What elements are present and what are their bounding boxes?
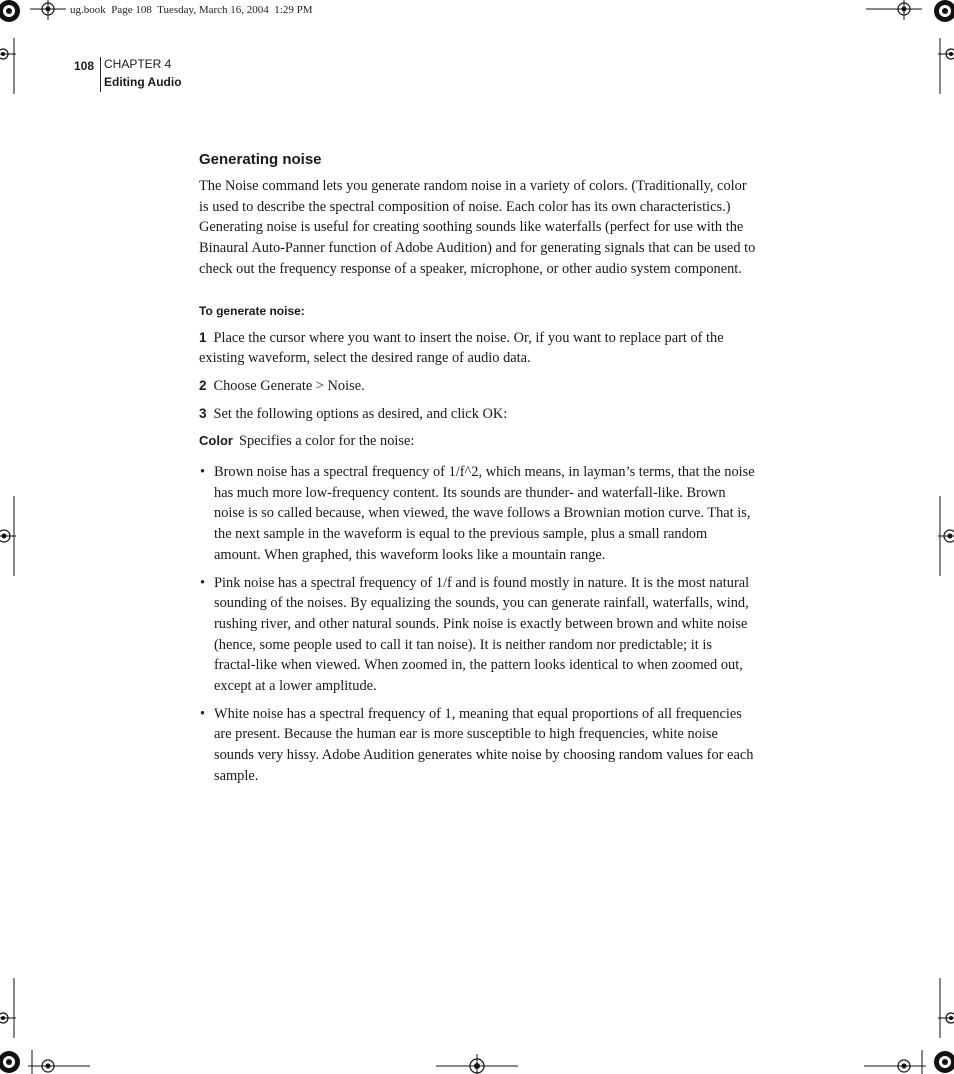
- crop-mark-right-lower-icon: [938, 978, 954, 1038]
- bullet-icon: •: [200, 574, 206, 591]
- step-item: [199, 328, 757, 369]
- header-divider: [100, 57, 101, 92]
- step-text: Set the following options as desired, and click OK:: [213, 405, 508, 422]
- registration-mark-top-left-icon: [30, 0, 66, 20]
- step-item: [199, 376, 757, 397]
- option-text: Specifies a color for the noise:: [238, 433, 415, 450]
- list-item-text: Pink noise has a spectral frequency of 1/f and is found mostly in nature. It is the most natural sounding of the noises. By equalizing the sounds, you can generate rainfall, waterfalls, wind, rushing river, and other natural sounds. Pink noise is exactly between brown and white noise (hence, some people used to call it tan noise). It is neither random nor predictable; it is fractal-like when viewed. When zoomed in, the pattern looks identical to when zoomed out, except at a lower amplitude.: [214, 574, 750, 695]
- list-item: [199, 462, 757, 566]
- step-number: 2: [199, 377, 207, 393]
- registration-mark-right-middle-icon: [938, 496, 954, 576]
- chapter-label: CHAPTER 4: [104, 57, 172, 71]
- list-item-text: White noise has a spectral frequency of 1, meaning that equal proportions of all frequencies are present. Because the human ear is more susceptible to high frequencies, white noise sounds very hissy. Adobe Audition generates white noise by choosing random values for each sample.: [214, 705, 754, 784]
- page-content: [199, 150, 757, 794]
- step-item: [199, 404, 757, 425]
- bullet-icon: •: [200, 705, 206, 722]
- option-color: [199, 431, 757, 452]
- page-number: 108: [74, 59, 95, 73]
- starburst-mark-bottom-right-icon: [932, 1048, 954, 1074]
- registration-mark-top-right-icon: [866, 0, 922, 20]
- section-heading: Generating noise: [199, 151, 322, 168]
- starburst-mark-bottom-left-icon: [0, 1048, 22, 1074]
- list-item: [199, 573, 757, 697]
- registration-mark-left-middle-icon: [0, 496, 16, 576]
- registration-mark-bottom-center-icon: [436, 1050, 518, 1074]
- crop-mark-right-upper-icon: [938, 38, 954, 94]
- step-text: Place the cursor where you want to insert the noise. Or, if you want to replace part of the existing waveform, select the desired range of audio data.: [199, 329, 724, 367]
- registration-mark-bottom-right-icon: [864, 1050, 926, 1074]
- bullet-icon: •: [200, 464, 206, 481]
- registration-mark-bottom-left-icon: [28, 1050, 90, 1074]
- list-item-text: Brown noise has a spectral frequency of 1/f^2, which means, in layman’s terms, that the noise has much more low-frequency content. Its sounds are thunder- and waterfall-like. Brown noise is so called because, when viewed, the wave follows a Brownian motion curve. That is, the next sample in the waveform is equal to the previous sample, plus a small random amount. When graphed, this waveform looks like a mountain range.: [214, 464, 755, 563]
- list-item: [199, 704, 757, 787]
- starburst-mark-top-right-icon: [932, 0, 954, 24]
- printer-slug: ug.book Page 108 Tuesday, March 16, 2004 1:29 PM: [70, 4, 313, 16]
- step-number: 3: [199, 405, 207, 421]
- crop-mark-left-lower-icon: [0, 978, 16, 1038]
- step-number: 1: [199, 329, 207, 345]
- chapter-title: Editing Audio: [104, 75, 182, 89]
- procedure-title: To generate noise:: [199, 303, 305, 318]
- noise-color-list: [199, 462, 757, 787]
- crop-mark-left-upper-icon: [0, 38, 16, 94]
- option-label: Color: [199, 433, 233, 449]
- starburst-mark-top-left-icon: [0, 0, 22, 24]
- step-text: Choose Generate > Noise.: [213, 377, 365, 394]
- intro-paragraph: The Noise command lets you generate random noise in a variety of colors. (Traditionally, color is used to describe the spectral composition of noise. Each color has its own characteristics.) Generating noise is useful for creating soothing sounds like waterfalls (perfect for use with the Binaural Auto-Panner function of Adobe Audition) and for generating signals that can be used to check out the frequency response of a speaker, microphone, or other audio system component.: [199, 178, 756, 277]
